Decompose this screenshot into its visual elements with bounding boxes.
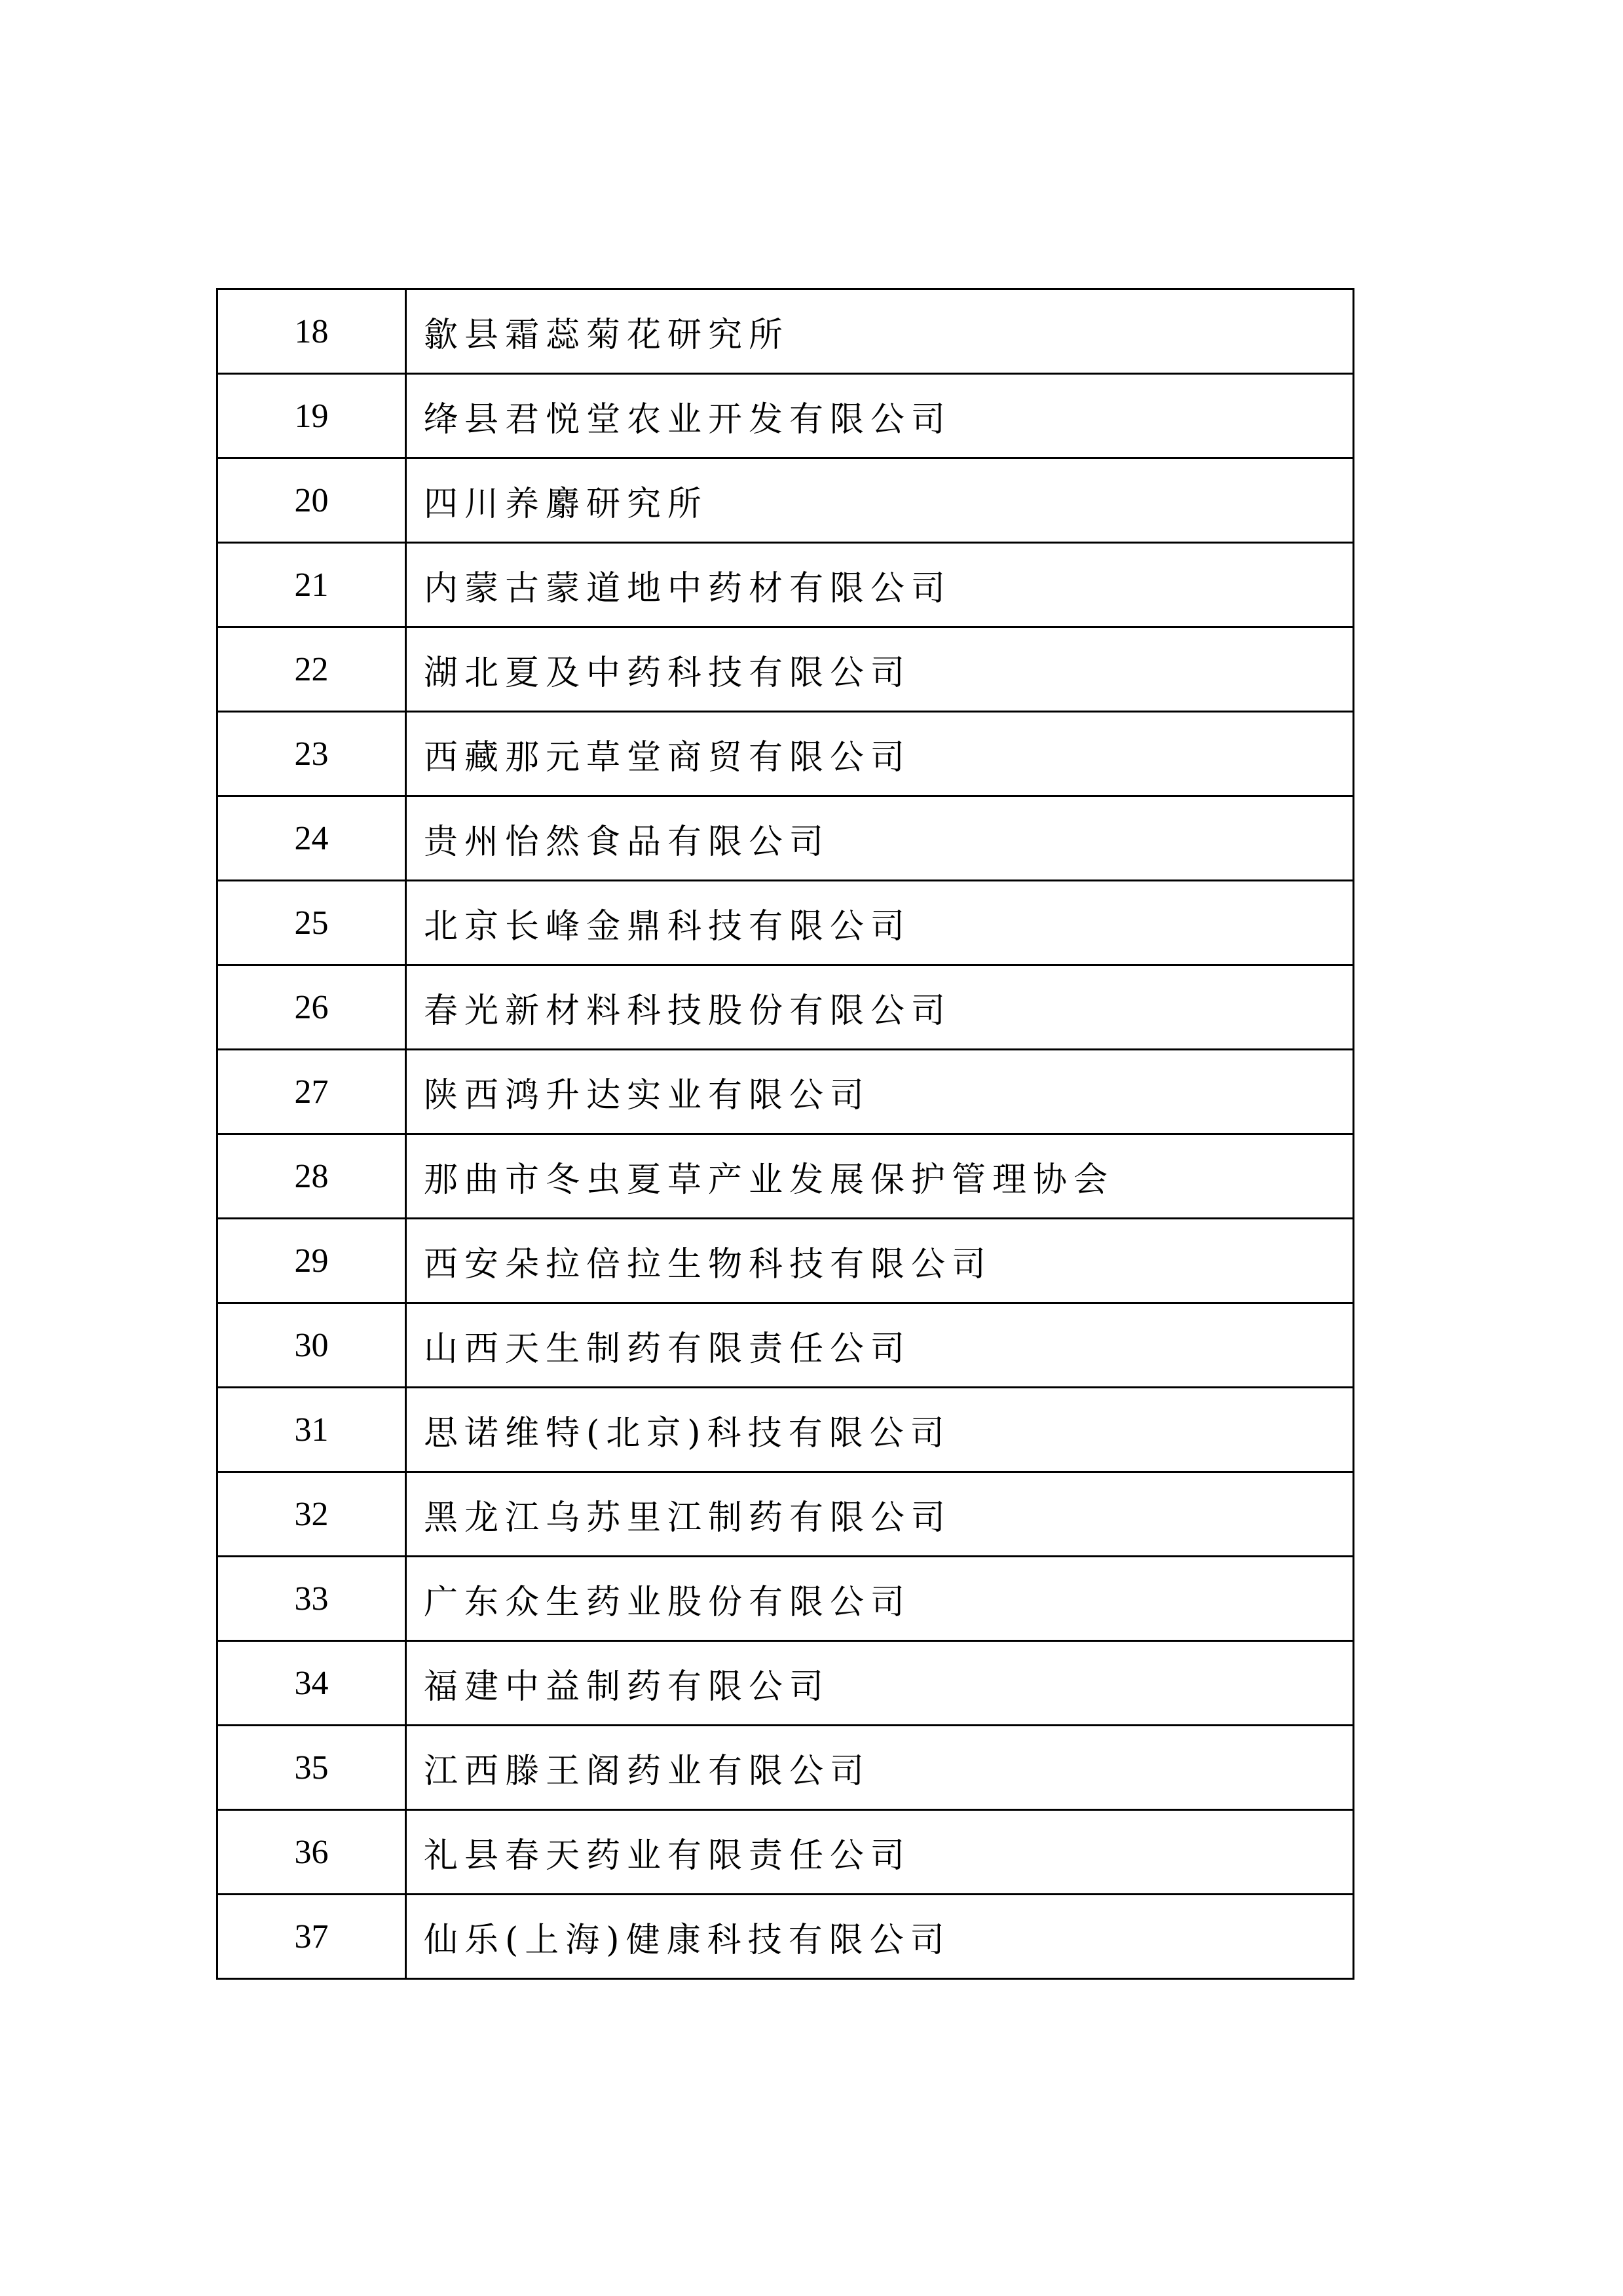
table-row — [217, 289, 1354, 374]
table-row — [217, 796, 1354, 881]
table-row — [217, 1388, 1354, 1472]
row-number: 26 — [217, 965, 406, 1050]
row-number: 30 — [217, 1303, 406, 1388]
row-number: 33 — [217, 1557, 406, 1641]
table-row — [217, 543, 1354, 627]
organization-name: 陕西鸿升达实业有限公司 — [406, 1050, 1354, 1134]
table-row — [217, 374, 1354, 458]
organization-name: 歙县霜蕊菊花研究所 — [406, 289, 1354, 374]
table-row — [217, 1810, 1354, 1895]
organization-name: 礼县春天药业有限责任公司 — [406, 1810, 1354, 1895]
row-number: 27 — [217, 1050, 406, 1134]
organization-name: 内蒙古蒙道地中药材有限公司 — [406, 543, 1354, 627]
row-number: 22 — [217, 627, 406, 712]
organization-name: 春光新材料科技股份有限公司 — [406, 965, 1354, 1050]
organization-name: 黑龙江乌苏里江制药有限公司 — [406, 1472, 1354, 1557]
row-number: 19 — [217, 374, 406, 458]
table-row — [217, 965, 1354, 1050]
row-number: 37 — [217, 1895, 406, 1979]
organization-name: 福建中益制药有限公司 — [406, 1641, 1354, 1726]
table-row — [217, 1895, 1354, 1979]
row-number: 18 — [217, 289, 406, 374]
organization-name: 西藏那元草堂商贸有限公司 — [406, 712, 1354, 796]
organization-name: 广东众生药业股份有限公司 — [406, 1557, 1354, 1641]
table-row — [217, 881, 1354, 965]
table-row — [217, 627, 1354, 712]
row-number: 32 — [217, 1472, 406, 1557]
table-row — [217, 1641, 1354, 1726]
table-row — [217, 1050, 1354, 1134]
table-row — [217, 1303, 1354, 1388]
row-number: 35 — [217, 1726, 406, 1810]
organization-name: 仙乐(上海)健康科技有限公司 — [406, 1895, 1354, 1979]
organization-name: 贵州怡然食品有限公司 — [406, 796, 1354, 881]
organization-name: 山西天生制药有限责任公司 — [406, 1303, 1354, 1388]
row-number: 23 — [217, 712, 406, 796]
table-row — [217, 1726, 1354, 1810]
table-row — [217, 1134, 1354, 1219]
table-row — [217, 1219, 1354, 1303]
organization-name: 湖北夏及中药科技有限公司 — [406, 627, 1354, 712]
organization-name: 江西滕王阁药业有限公司 — [406, 1726, 1354, 1810]
row-number: 31 — [217, 1388, 406, 1472]
row-number: 28 — [217, 1134, 406, 1219]
organization-name: 绛县君悦堂农业开发有限公司 — [406, 374, 1354, 458]
document-table-container — [216, 288, 1354, 1980]
row-number: 24 — [217, 796, 406, 881]
organization-name: 西安朵拉倍拉生物科技有限公司 — [406, 1219, 1354, 1303]
organization-list-table — [216, 288, 1354, 1980]
row-number: 34 — [217, 1641, 406, 1726]
row-number: 25 — [217, 881, 406, 965]
row-number: 21 — [217, 543, 406, 627]
organization-name: 那曲市冬虫夏草产业发展保护管理协会 — [406, 1134, 1354, 1219]
table-row — [217, 712, 1354, 796]
organization-name: 四川养麝研究所 — [406, 458, 1354, 543]
organization-name: 思诺维特(北京)科技有限公司 — [406, 1388, 1354, 1472]
table-row — [217, 1557, 1354, 1641]
organization-name: 北京长峰金鼎科技有限公司 — [406, 881, 1354, 965]
table-row — [217, 1472, 1354, 1557]
table-row — [217, 458, 1354, 543]
row-number: 29 — [217, 1219, 406, 1303]
row-number: 36 — [217, 1810, 406, 1895]
row-number: 20 — [217, 458, 406, 543]
